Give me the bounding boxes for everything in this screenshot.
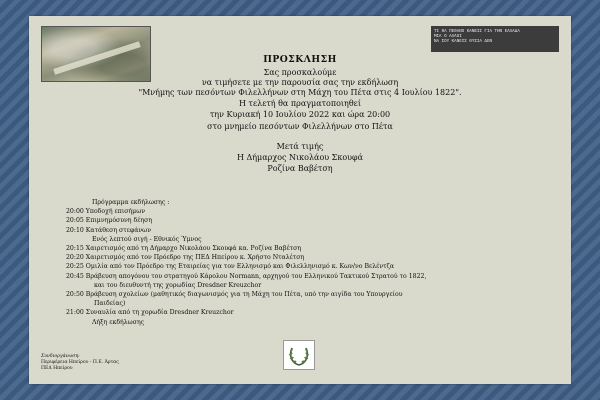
- program-row: Παιδείας): [94, 300, 126, 308]
- program-row: 21:00 Συναυλία από τη χορωδία Dresdner Kreuzchor: [66, 309, 234, 317]
- organizer-line: ΠΕΔ Ηπείρου: [41, 366, 73, 371]
- invitation-line: Σας προσκαλούμε: [263, 68, 337, 77]
- program-row: 20:45 Βράβευση απογόνου του στρατηγού Κάρολου Normann, αρχηγού του Ελληνικού Τακτικού Στρατού το 1822,: [66, 272, 427, 280]
- organizers: [41, 354, 119, 372]
- signature-role: Η Δήμαρχος Νικολάου Σκουφά: [236, 153, 364, 162]
- invitation-line: Η τελετή θα πραγματοποιηθεί: [239, 99, 361, 108]
- program-row: και του διευθυντή της χορωδίας Dresdner Kreuzchor: [94, 281, 262, 289]
- program-section: [66, 198, 566, 327]
- event-location: στο μνημείο πεσόντων Φιλελλήνων στο Πέτα: [207, 122, 393, 131]
- invitation-line: να τιμήσετε με την παρουσία σας την εκδήλωση: [201, 78, 399, 87]
- program-row: 20:00 Υποδοχή επισήμων: [66, 208, 146, 216]
- quote-line: ΜΙΑ Ο ΑΛΛΟΙ: [434, 33, 462, 39]
- event-name: "Μνήμης των πεσόντων Φιλελλήνων στη Μάχη του Πέτα στις 4 Ιουλίου 1822".: [138, 88, 462, 97]
- quote-box: [431, 26, 559, 52]
- program-row: 20:20 Χαιρετισμός από τον Πρόεδρο της ΠΕΔ Ηπείρου κ. Χρήστο Νταλέτση: [66, 254, 305, 262]
- quote-line: ΤΙ ΘΑ ΠΕΘΑΝΟ ΚΑΝΕΙΣ ΓΙΑ ΤΗΝ ΕΛΛΑΔΑ: [434, 28, 520, 33]
- program-row: 20:10 Κατάθεση στεφάνων: [66, 226, 151, 234]
- event-date: την Κυριακή 10 Ιουλίου 2022 και ώρα 20:00: [209, 110, 391, 119]
- program-row: 20:50 Βράβευση σχολείων (μαθητικός διαγωνισμός για τη Μάχη του Πέτα, υπό την αιγίδα του Υπουργείου: [66, 291, 403, 299]
- invitation-card: [29, 16, 571, 384]
- program-row: 20:15 Χαιρετισμός από τη Δήμαρχο Νικολάου Σκουφά κα. Ροζίνα Βαβέτση: [66, 245, 301, 253]
- signature-closing: Μετά τιμής: [276, 142, 324, 151]
- laurel-wreath-icon: [283, 340, 315, 370]
- program-row: Ενός λεπτού σιγή - Εθνικός Ύμνος: [92, 235, 202, 243]
- quote-line: ΝΑ ΣΟΥ ΚΑΝΕΙΣ ΘΥΣΙΑ ΔΕΝ: [434, 38, 492, 44]
- program-row: 20:05 Επιμνημόσυνη δέηση: [66, 217, 153, 225]
- program-header: Πρόγραμμα εκδήλωσης :: [92, 199, 170, 206]
- program-row: 20:25 Ομιλία από τον Πρόεδρο της Εταιρείας για τον Ελληνισμό και Φιλελληνισμό κ. Κων/νο Βελέντζα: [66, 263, 395, 271]
- program-row: Λήξη εκδήλωσης: [92, 318, 145, 326]
- signature-name: Ροζίνα Βαβέτση: [267, 164, 333, 173]
- invitation-title: ΠΡΟΣΚΛΗΣΗ: [263, 54, 337, 65]
- organizer-line: Περιφέρεια Ηπείρου - Π.Ε. Άρτας: [41, 360, 119, 365]
- organizers-header: Συνδιοργάνωση:: [41, 354, 80, 359]
